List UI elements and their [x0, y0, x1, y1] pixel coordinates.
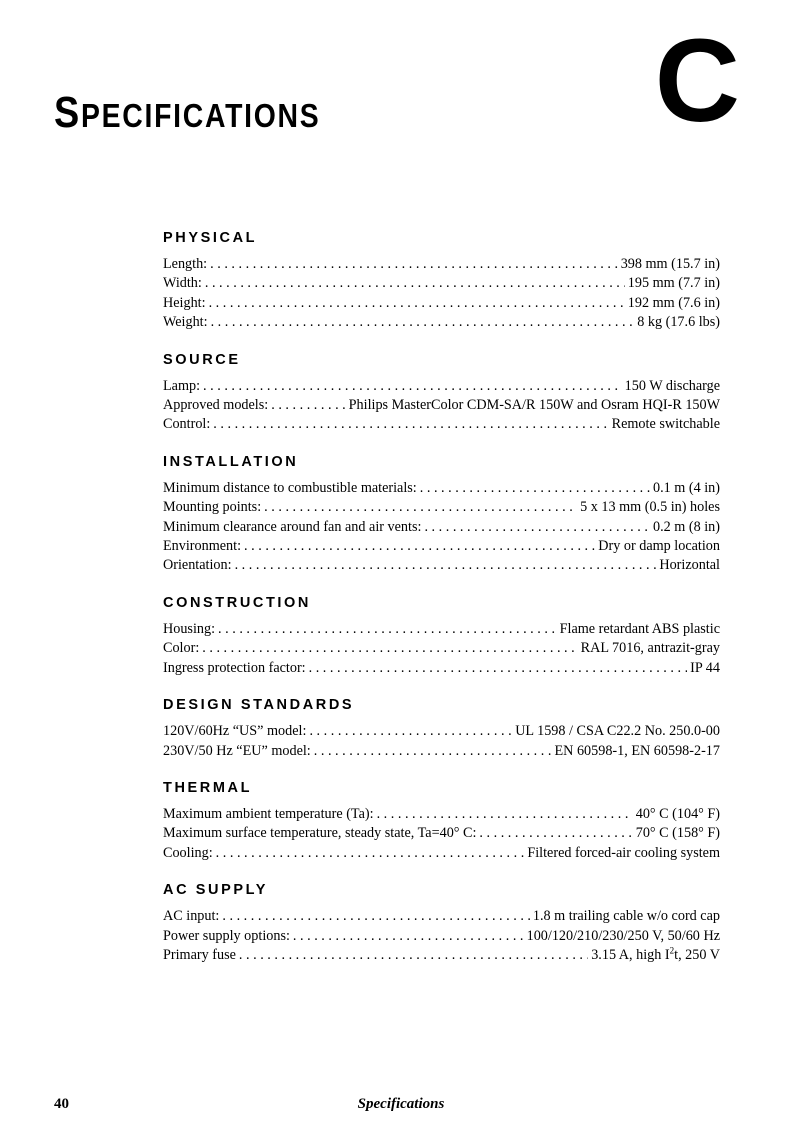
spec-label: Lamp: [163, 377, 201, 394]
spec-label: Power supply options: [163, 927, 290, 944]
dot-leader [202, 639, 577, 658]
spec-value [591, 946, 720, 965]
dot-leader [264, 498, 577, 517]
spec-label: 230V/50 Hz “EU” model: [163, 742, 311, 759]
spec-label: Cooling: [163, 844, 213, 861]
spec-value: 100/120/210/230/250 V, 50/60 Hz [526, 927, 720, 944]
spec-label: Maximum surface temperature, steady state, Ta=40° C: [163, 825, 477, 842]
spec-value: RAL 7016, antrazit-gray [580, 640, 720, 657]
spec-value: Dry or damp location [598, 538, 720, 555]
page-title [54, 88, 320, 138]
spec-value: Filtered forced-air cooling system [527, 844, 720, 861]
section-heading: DESIGN STANDARDS [163, 697, 355, 714]
spec-value: 0.2 m (8 in) [653, 518, 720, 535]
spec-value: Flame retardant ABS plastic [559, 620, 720, 637]
dot-leader [203, 377, 622, 396]
spec-row-min-distance [163, 479, 720, 498]
spec-label: Minimum distance to combustible materials: [163, 479, 417, 496]
spec-label: Minimum clearance around fan and air vents: [163, 518, 422, 535]
spec-label: AC input: [163, 908, 220, 925]
dot-leader [235, 556, 657, 575]
spec-row-housing [163, 620, 720, 639]
superscript: 2 [669, 945, 675, 956]
page-number: 40 [54, 1096, 69, 1112]
spec-label: Primary fuse [163, 946, 236, 963]
dot-leader [424, 518, 650, 537]
page-title-rest: PECIFICATIONS [80, 97, 321, 134]
spec-row-ac-input [163, 907, 720, 926]
spec-row-environment [163, 537, 720, 556]
spec-label: Environment: [163, 538, 242, 555]
spec-row-min-clearance [163, 518, 720, 537]
spec-value-text: t, 250 V [674, 946, 720, 963]
spec-row-eu-model [163, 742, 720, 761]
spec-label: Mounting points: [163, 499, 262, 516]
section-heading: AC SUPPLY [163, 882, 269, 899]
spec-value: 70° C (158° F) [635, 825, 720, 842]
dot-leader [244, 537, 595, 556]
dot-leader [218, 620, 557, 639]
dot-leader [314, 742, 552, 761]
spec-row-mounting-points [163, 498, 720, 517]
spec-row-length [163, 255, 720, 274]
dot-leader [271, 396, 345, 415]
spec-row-power-supply-options [163, 927, 720, 946]
dot-leader [309, 659, 688, 678]
section-installation [163, 453, 720, 576]
spec-label: Ingress protection factor: [163, 659, 306, 676]
spec-label: Housing: [163, 620, 216, 637]
dot-leader [211, 313, 635, 332]
spec-row-max-surface [163, 824, 720, 843]
spec-value: Philips MasterColor CDM-SA/R 150W and Osram HQI-R 150W [348, 397, 720, 414]
section-source [163, 351, 720, 435]
spec-label: Length: [163, 256, 208, 272]
spec-value: 8 kg (17.6 lbs) [637, 314, 720, 331]
dot-leader [216, 844, 525, 863]
spec-row-primary-fuse [163, 946, 720, 965]
section-heading: INSTALLATION [163, 453, 299, 470]
spec-value: 40° C (104° F) [635, 805, 720, 822]
spec-value: 195 mm (7.7 in) [627, 275, 720, 292]
spec-row-weight [163, 313, 720, 332]
page-title-initial: S [54, 88, 81, 137]
spec-value: 150 W discharge [624, 377, 720, 394]
spec-row-lamp [163, 377, 720, 396]
section-heading: CONSTRUCTION [163, 594, 311, 611]
section-heading: THERMAL [163, 779, 253, 796]
dot-leader [479, 824, 632, 843]
specifications-content [163, 229, 720, 983]
spec-value: 0.1 m (4 in) [653, 479, 720, 496]
spec-value: Horizontal [659, 557, 720, 574]
spec-value: 1.8 m trailing cable w/o cord cap [532, 908, 720, 925]
chapter-letter: C [654, 15, 740, 147]
spec-label: Color: [163, 640, 200, 657]
spec-row-approved-models [163, 396, 720, 415]
dot-leader [309, 722, 512, 741]
spec-value: UL 1598 / CSA C22.2 No. 250.0-00 [515, 723, 720, 740]
dot-leader [210, 255, 618, 274]
spec-value: 192 mm (7.6 in) [627, 294, 720, 311]
spec-label: Height: [163, 294, 206, 311]
spec-label: Width: [163, 275, 202, 292]
dot-leader [209, 294, 625, 313]
spec-row-control [163, 415, 720, 434]
spec-label: Orientation: [163, 557, 232, 574]
section-heading: SOURCE [163, 351, 241, 368]
spec-row-color [163, 639, 720, 658]
section-thermal [163, 779, 720, 863]
spec-row-ingress-protection [163, 659, 720, 678]
spec-label: 120V/60Hz “US” model: [163, 723, 307, 740]
dot-leader [420, 479, 650, 498]
spec-label: Control: [163, 416, 211, 433]
spec-label: Approved models: [163, 397, 269, 414]
section-heading: PHYSICAL [163, 230, 258, 246]
dot-leader [213, 415, 608, 434]
spec-value: EN 60598-1, EN 60598-2-17 [554, 742, 720, 759]
dot-leader [239, 946, 588, 965]
spec-row-height [163, 294, 720, 313]
section-physical [163, 229, 720, 333]
dot-leader [222, 907, 529, 926]
dot-leader [205, 274, 625, 293]
spec-value: IP 44 [690, 659, 720, 676]
spec-label: Weight: [163, 314, 208, 331]
spec-row-us-model [163, 722, 720, 741]
section-design-standards [163, 696, 720, 761]
dot-leader [377, 805, 633, 824]
spec-row-cooling [163, 844, 720, 863]
spec-value: 5 x 13 mm (0.5 in) holes [580, 499, 720, 516]
spec-row-orientation [163, 556, 720, 575]
running-footer-title: Specifications [357, 1096, 445, 1112]
spec-value: 398 mm (15.7 in) [620, 256, 720, 272]
section-ac-supply [163, 881, 720, 965]
spec-value: Remote switchable [611, 416, 720, 433]
spec-label: Maximum ambient temperature (Ta): [163, 805, 374, 822]
spec-value-text: 3.15 A, high I [591, 946, 670, 963]
spec-row-max-ambient [163, 805, 720, 824]
spec-row-width [163, 274, 720, 293]
section-construction [163, 594, 720, 678]
dot-leader [293, 927, 524, 946]
